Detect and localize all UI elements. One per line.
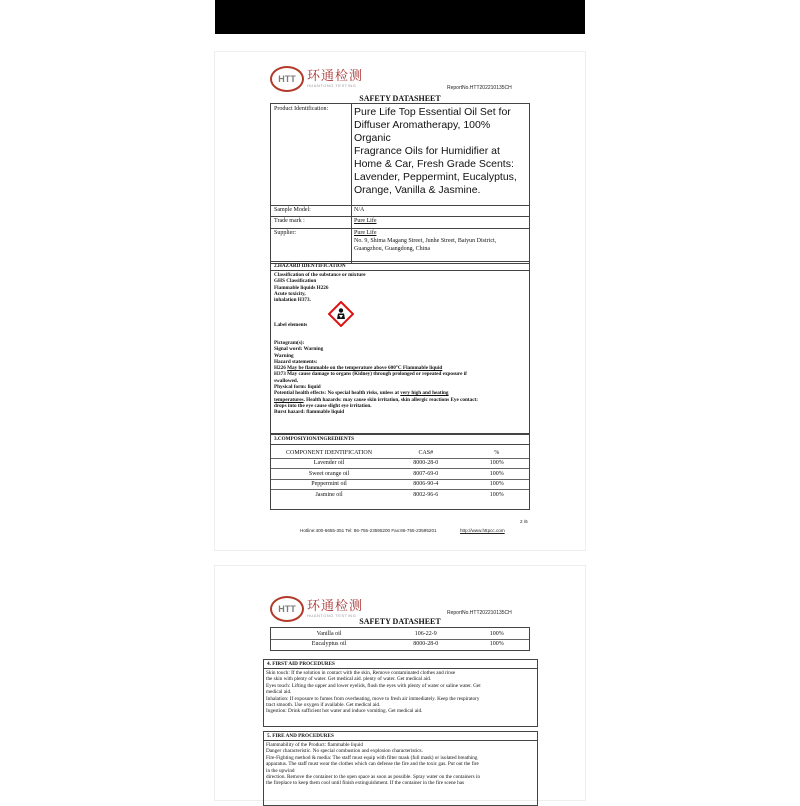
sample-model-label: Sample Model:: [274, 207, 311, 213]
table-header-row: [271, 448, 529, 458]
company-logo: [270, 66, 363, 92]
product-id-label: Product Identification:: [274, 106, 329, 112]
table-row: Sweet orange oil 8007-69-0 100%: [271, 469, 529, 480]
composition-section: [270, 434, 530, 510]
health-hazard-pictogram-icon: [328, 301, 354, 327]
document-page-2: [215, 566, 585, 800]
supplier-address-line-1: No. 9, Shima Magang Street, Junhe Street, Baiyun District,: [354, 238, 497, 244]
hazard-details: Pictogram(s): Signal word: Warning Warning Hazard statements: H226 May be flammable on the temperature above 600°C Flammable liquid H373 May cause damage to organs (Kidney) through prolonged or repeated exposure if swallowed. Physical form: liquid Potential health effects: No special health risks, unless at very high and heating temperatures. Health hazards: may cause skin irritation, skin allergic reactions Eye contact: drops into the eye cause slight eye irritation. Burst hazard: flammable liquid: [274, 340, 478, 416]
trade-mark-label: Trade mark :: [274, 218, 305, 224]
logo-chinese-name: 环通检测: [307, 599, 364, 614]
product-info-table: [270, 103, 530, 264]
composition-heading: 3.COMPOSIYION/INGREDIENTS: [274, 436, 354, 442]
column-header: COMPONENT IDENTIFICATION: [286, 449, 373, 456]
htt-logo-icon: HTT: [270, 66, 304, 92]
logo-english-name: HUANTONG TESTING: [307, 83, 357, 88]
page-number: 2 /6: [520, 519, 528, 524]
composition-continued-table: [270, 627, 530, 651]
hazard-heading: 2.HAZARD IDENTIFICATION: [274, 263, 346, 269]
first-aid-heading: 4. FIRST AID PROCEDURES: [267, 661, 335, 667]
hazard-classification: Classification of the substance or mixture GHS Classification Flammable liquids H226 Acute toxicity, inhalation H373.: [274, 272, 366, 304]
supplier-address-line-2: Guangzhou, Guangdong, China: [354, 246, 430, 252]
htt-logo-icon: HTT: [270, 596, 304, 622]
report-number: ReportNo.HTT202210135CH: [447, 85, 512, 91]
fire-text: Flammability of the Product: flammable liquid Danger characteristic. No special combustion and explosion characteristics. Fire-Fighting method & media: The staff must equip with filter mask (full mask) or isolated breathing apparatus. The staff must wear the clothes which can defense the fire and the toxic gas. Put out the fire in the upwind direction. Remove the container to the open space as soon as possible. Spray water on the containers in the fireplace to keep them cool until finish extinguishment. If the container in the fire scene has: [266, 742, 480, 787]
top-black-bar: [215, 0, 585, 34]
first-aid-text: Skin touch: If the solution in contact with the skin, Remove contaminated clothes and rinse the skin with plenty of water. Get medical aid. plenty of water. Get medical aid. Eyes touch: Lifting the upper and lower eyelids, flush the eyes with plenty of water or saline water. Get medical aid. Inhalation: If exposure to fumes from overheating, move to fresh air immediately. Keep the respiratory tract smooth. Use oxygen if available. Get medical aid. Ingestion: Drink sufficient hot water and induce vomiting. Get medical aid.: [266, 670, 481, 715]
first-aid-section: [263, 659, 538, 727]
supplier-name: Pure Life: [354, 230, 377, 236]
supplier-label: Supplier:: [274, 230, 296, 236]
table-row: Jasmine oil 8002-96-6 100%: [271, 490, 529, 500]
column-header: CAS#: [418, 449, 434, 456]
sample-model-value: N/A: [354, 207, 365, 213]
table-row: Peppermint oil 8006-90-4 100%: [271, 479, 529, 490]
product-name: Pure Life Top Essential Oil Set for Diffuser Aromatherapy, 100% Organic Fragrance Oils for Humidifier at Home & Car, Fresh Grade Scents: Lavender, Peppermint, Eucalyptus, Orange, Vanilla & Jasmine.: [354, 106, 517, 196]
fire-section: [263, 731, 538, 806]
footer-url[interactable]: http://www.httpcc.com: [460, 528, 505, 533]
table-row: Eucalyptus oil 8000-28-0 100%: [271, 639, 529, 649]
trade-mark-value: Pure Life: [354, 218, 377, 224]
report-number: ReportNo.HTT202210135CH: [447, 610, 512, 616]
fire-heading: 5. FIRE AND PROCEDURES: [267, 733, 334, 739]
label-elements: Label elements: [274, 322, 308, 328]
sheet-title: SAFETY DATASHEET: [359, 617, 441, 626]
footer-contact: Hotline:400-6655-351 Tel: 86-755-23595200 Fax:86-755-23595201: [300, 528, 437, 533]
composition-table: [271, 448, 529, 500]
logo-english-name: HUANTONG TESTING: [307, 613, 357, 618]
document-page-1: [215, 52, 585, 550]
column-header: %: [494, 449, 500, 456]
logo-chinese-name: 环通检测: [307, 69, 364, 84]
table-row: Lavender oil 8000-28-0 100%: [271, 458, 529, 469]
hazard-section: [270, 261, 530, 434]
table-row: Vanilla oil 106-22-9 100%: [316, 630, 504, 637]
sheet-title: SAFETY DATASHEET: [359, 94, 441, 103]
